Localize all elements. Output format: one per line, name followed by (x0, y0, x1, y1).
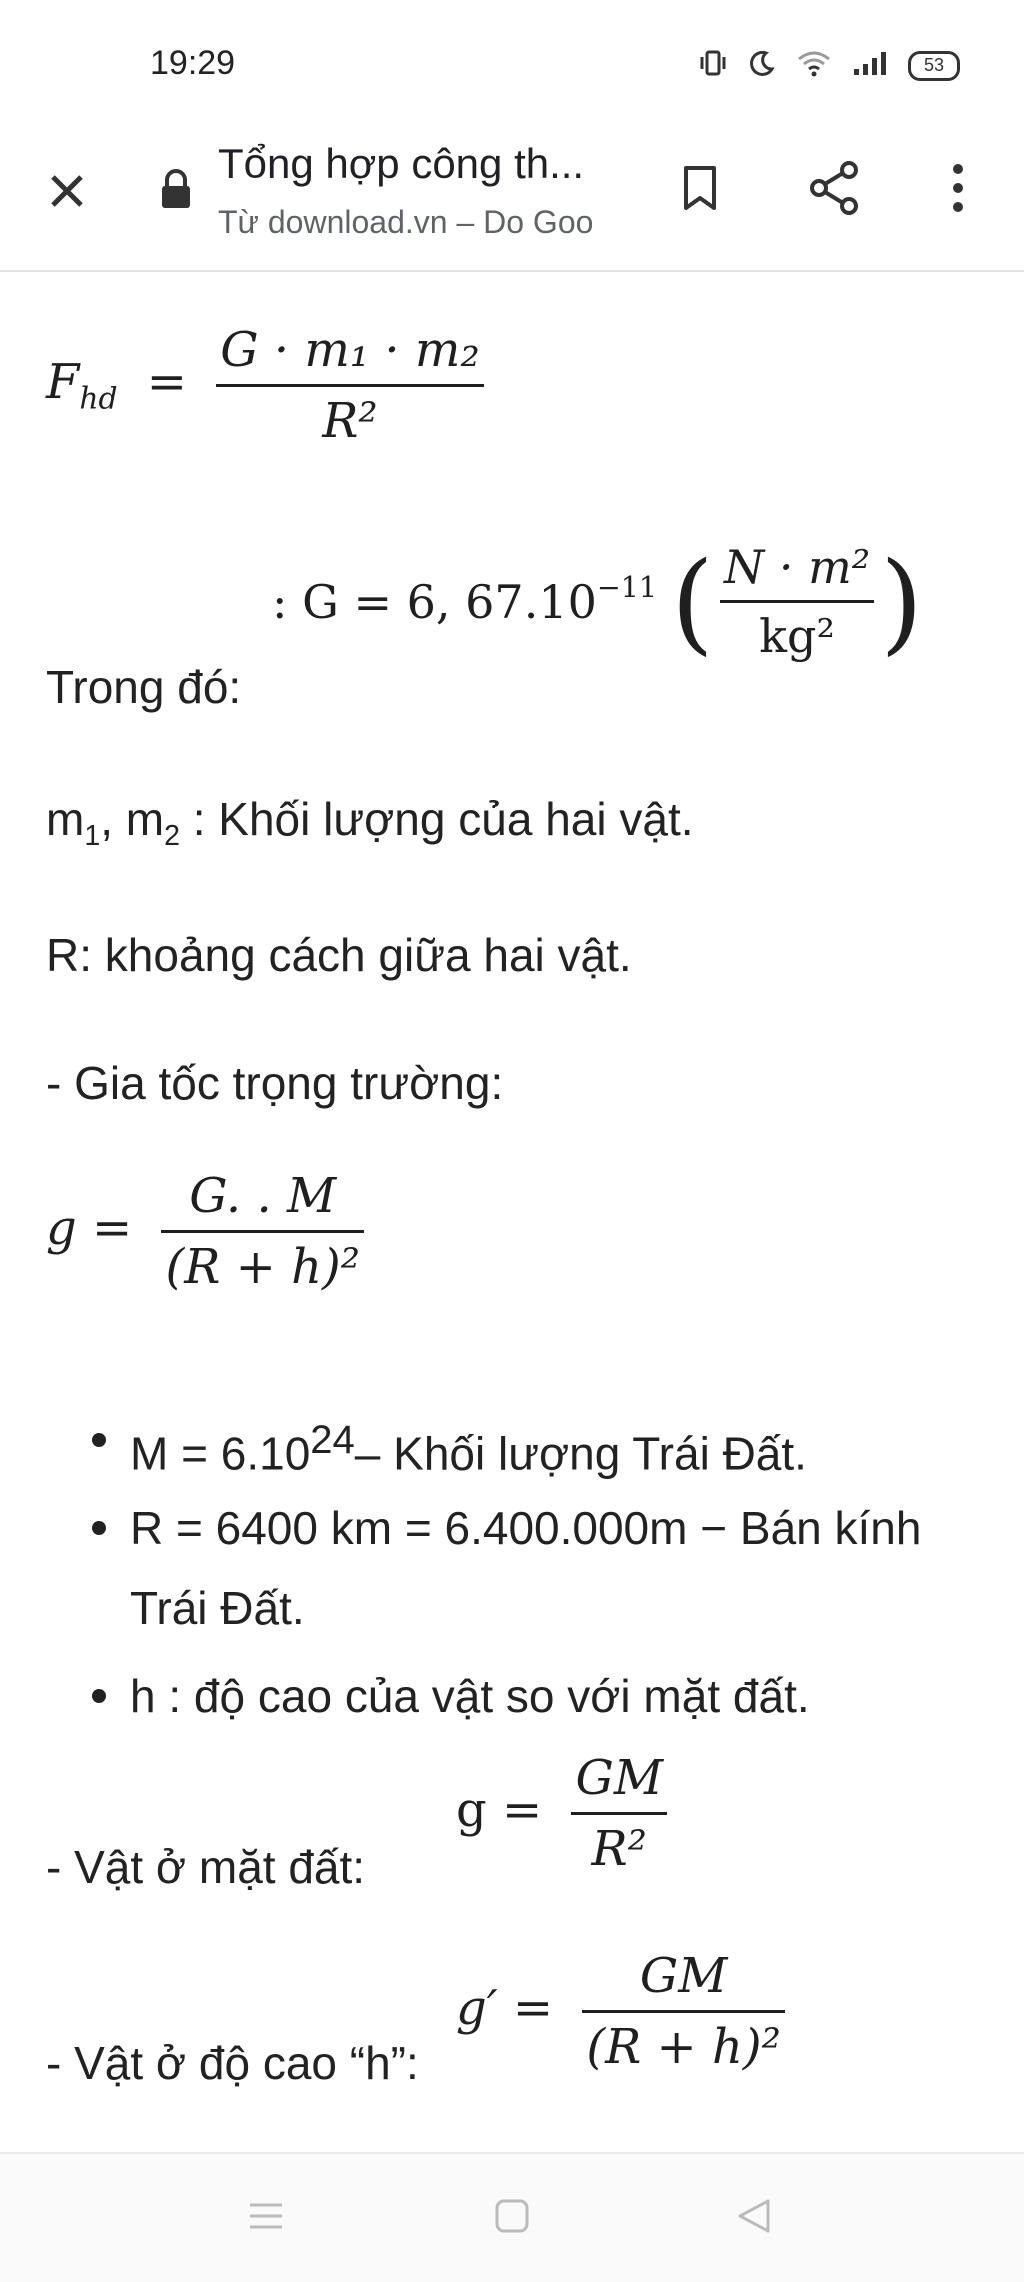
bullet-superscript: 24 (310, 1418, 355, 1462)
m2-sub: 2 (164, 820, 180, 853)
formula-g-numerator: G. . M (189, 1168, 337, 1224)
lock-icon (156, 166, 196, 212)
page-source[interactable]: Từ download.vn – Do Goo (218, 204, 594, 240)
m1-symbol: m (46, 793, 85, 845)
close-button[interactable] (34, 158, 100, 224)
formula-g-height-denominator: (R + h)² (586, 2019, 781, 2075)
status-bar (0, 0, 1024, 128)
formula-gravity-accel (46, 1168, 364, 1295)
menu-icon (246, 2196, 286, 2236)
trong-do-label: Trong đó: (46, 661, 242, 713)
status-icons (698, 48, 960, 83)
formula-gravitational-force: $F_{hd}$ = $\frac{\text{G · m₁ · m₂}}{\text{R²}}$ (46, 322, 484, 449)
nav-home-button[interactable] (492, 2196, 536, 2240)
distance-line: R: khoảng cách giữa hai vật. (46, 929, 632, 981)
formula-g-constant: : G = 6, 67.10 $^{-11}$ ( $\frac{\text{N · m²}}{\text{kg²}}$ ) (272, 537, 924, 666)
bullet-text: R = 6400 km = 6.400.000m − Bán kính Trái Đất. (130, 1502, 922, 1634)
list-item (130, 1656, 980, 1736)
formula-g-height (456, 1948, 785, 2075)
mass-line (46, 792, 694, 853)
g-constant-exponent: −11 (596, 571, 658, 604)
formula-g-height-numerator: GM (639, 1948, 728, 2004)
status-time: 19:29 (150, 44, 236, 82)
back-icon (734, 2196, 774, 2236)
close-icon (47, 171, 87, 211)
formula-g-surface-denominator: R² (591, 1821, 647, 1877)
signal-icon (852, 49, 888, 82)
m2-symbol: m (125, 793, 165, 845)
m1-sub: 1 (84, 820, 101, 853)
m-separator: , (100, 793, 126, 845)
g-unit-numerator: N · m² (723, 540, 871, 594)
list-item (130, 1488, 980, 1648)
gravity-accel-label: - Gia tốc trọng trường: (46, 1057, 504, 1109)
formula-g-lhs: g = (46, 1200, 133, 1256)
bullet-text-post: – Khối lượng Trái Đất. (354, 1427, 807, 1480)
moon-icon (748, 49, 776, 82)
home-icon (492, 2196, 532, 2236)
formula-g-surface (456, 1750, 667, 1877)
share-button[interactable] (800, 156, 870, 220)
formula-g-surface-numerator: GM (575, 1750, 663, 1806)
formula1-numerator: G · m₁ · m₂ (220, 322, 480, 378)
formula-g-surface-lhs: g = (456, 1782, 543, 1838)
formula1-denominator: R² (322, 393, 378, 449)
formula1-lhs-sub: hd (79, 381, 118, 417)
bookmark-icon (680, 164, 720, 212)
vibrate-icon (698, 48, 728, 83)
more-button[interactable] (930, 156, 986, 220)
bullet-text: h : độ cao của vật so với mặt đất. (130, 1670, 810, 1722)
g-constant-value: : G = 6, 67.10 (272, 574, 597, 629)
nav-menu-button[interactable] (246, 2196, 290, 2240)
formula1-lhs: F (46, 354, 80, 410)
share-icon (807, 160, 863, 216)
m-colon: : (179, 793, 219, 845)
more-vert-icon (950, 162, 966, 214)
page-title[interactable]: Tổng hợp công th... (218, 140, 585, 187)
bookmark-button[interactable] (668, 156, 732, 220)
surface-label: - Vật ở mặt đất: (46, 1841, 366, 1893)
g-unit-denominator: kg² (759, 609, 835, 663)
formula-g-height-lhs: g′ = (456, 1980, 554, 2036)
list-item (130, 1400, 980, 1493)
bullet-text: M = 6.10 (130, 1427, 311, 1480)
formula-g-denominator: (R + h)² (165, 1239, 360, 1295)
m-description: Khối lượng của hai vật. (218, 793, 694, 845)
system-nav-bar (0, 2152, 1024, 2282)
wifi-icon (796, 49, 832, 82)
height-label: - Vật ở độ cao “h”: (46, 2037, 419, 2089)
nav-back-button[interactable] (734, 2196, 778, 2240)
battery-indicator: 53 (908, 51, 960, 81)
article-content (0, 272, 1024, 2152)
